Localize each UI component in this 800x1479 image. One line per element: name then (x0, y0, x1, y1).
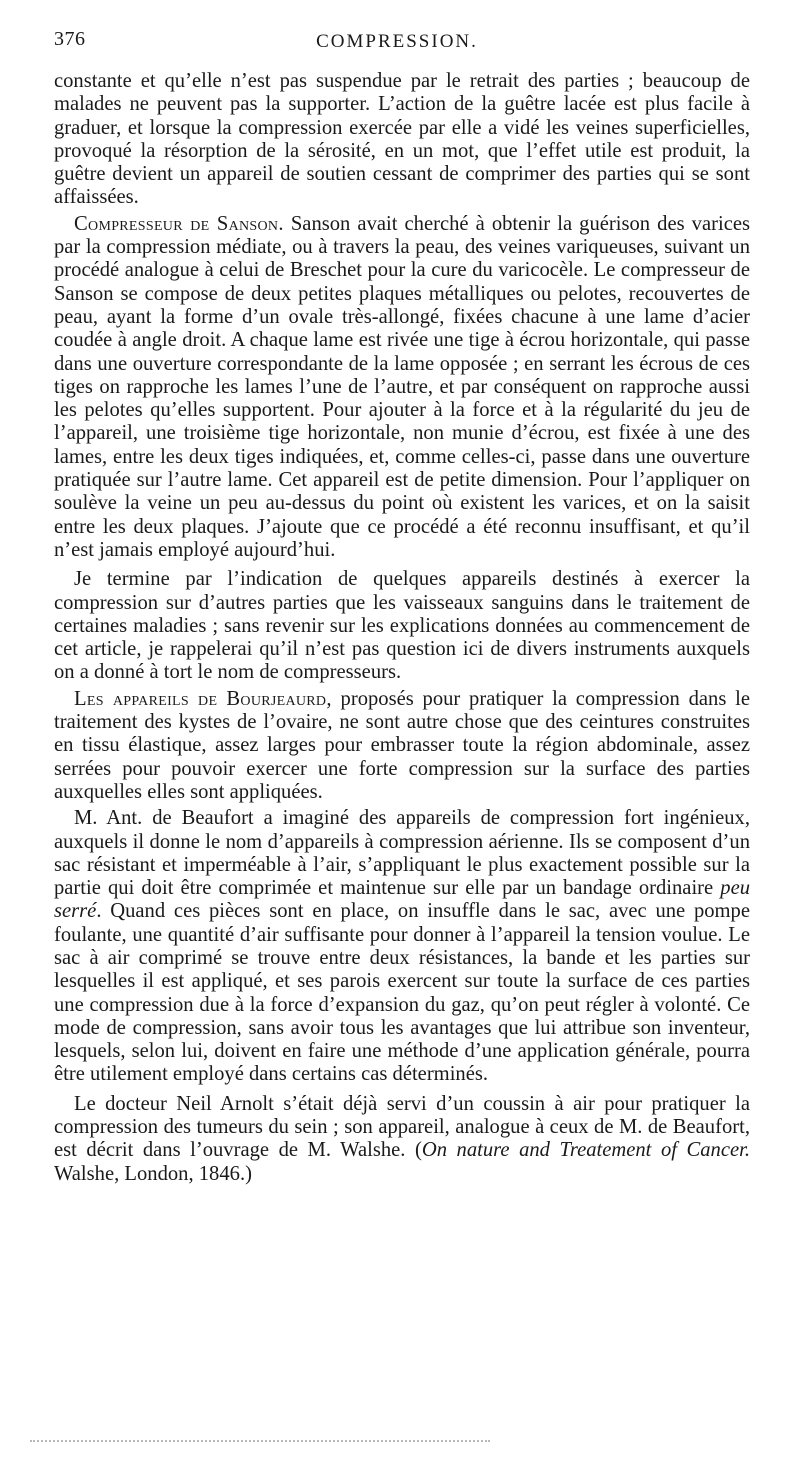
italic-phrase: peu serré (54, 877, 750, 923)
paragraph-text: proposés pour pratiquer la compression dans le traitement des kystes de l’ovaire, ne sont autre chose que des ceintures construites en tissu élastique, assez larges pour embrasser toute la région abdominale, assez serrées pour pouvoir exercer une forte compression sur la surface des parties auxquelles elles sont appliquées. (54, 687, 750, 803)
paragraph-text: M. Ant. de Beaufort a imaginé des appareils de compression fort ingénieux, auxquels il donne le nom d’appareils à compression aérienne. Ils se composent d’un sac résistant et imperméable à l’air, s’appliquant le plus exactement possible sur la partie qui doit être comprimée et maintenue sur elle par un bandage ordinaire (54, 807, 750, 900)
section-lead-appareils-bourjeaurd: Les appareils de Bourjeaurd, (74, 687, 332, 710)
paragraph-autres-appareils (54, 568, 750, 684)
section-lead-compresseur-sanson: Compresseur de Sanson. (74, 212, 284, 235)
running-title: COMPRESSION. (316, 31, 478, 52)
page-number: 376 (54, 28, 86, 50)
paragraph-text: Je termine par l’indication de quelques appareils destinés à exercer la compression sur d’autres parties que les vaisseaux sanguins dans le traitement de certaines maladies ; sans revenir sur les explications données au commencement de cet article, je rappelerai qu’il n’est pas question ici de divers instruments auxquels on a donné à tort le nom de compresseurs. (54, 568, 750, 684)
paragraph-text: constante et qu’elle n’est pas suspendue par le retrait des parties ; beaucoup de malades ne peuvent pas la supporter. L’action de la guêtre lacée est plus facile à graduer, et lorsque la compression exercée par elle a vidé les veines superficielles, provoqué la résorption de la sérosité, en un mot, que l’effet utile est produit, la guêtre devient un appareil de soutien cessant de comprimer des parties qui se sont affaissées. (54, 70, 750, 209)
paragraph-guetre-continuation (54, 70, 750, 210)
paragraph-compresseur-sanson (54, 213, 750, 562)
page-header (54, 28, 740, 58)
body-text (54, 70, 750, 1189)
paragraph-neil-arnolt (54, 1093, 750, 1186)
book-title: On nature and Treatement of Cancer. (421, 1139, 750, 1162)
paragraph-text: Walshe, London, 1846.) (54, 1162, 252, 1185)
paragraph-appareils-bourjeaurd (54, 688, 750, 804)
paragraph-text: Le docteur Neil Arnolt s’était déjà servi d’un coussin à air pour pratiquer la compression des tumeurs du sein ; son appareil, analogue à ceux de M. de Beaufort, est décrit dans l’ouvrage de M. Walshe. ( (54, 1092, 750, 1162)
paragraph-text: Sanson avait cherché à obtenir la guérison des varices par la compression médiate, ou à travers la peau, des veines variqueuses, suivant un procédé analogue à celui de Breschet pour la cure du varicocèle. Le compresseur de Sanson se compose de deux petites plaques métalliques ou pelotes, recouvertes de peau, ayant la forme d’un ovale très-allongé, fixées chacune à une lame d’acier coudée à angle droit. A chaque lame est rivée une tige à écrou horizontale, qui passe dans une ouverture correspondante de la lame opposée ; en serrant les écrous de ces tiges on rapproche les lames l’une de l’autre, et par conséquent on rapproche aussi les pelotes qu’elles supportent. Pour ajouter à la force et à la régularité du jeu de l’appareil, une troisième tige horizontale, non munie d’écrou, est fixée à une des lames, entre les deux tiges indiquées, et, comme celles-ci, passe dans une ouverture pratiquée sur l’autre lame. Cet appareil est de petite dimension. Pour l’appliquer on soulève la veine un peu au-dessus du point où existent les varices, et on la saisit entre les deux plaques. J’ajoute que ce procédé a été reconnu insuffisant, et qu’il n’est jamais employé aujourd’hui. (54, 212, 750, 561)
footer-scan-rule (30, 1440, 490, 1442)
paragraph-beaufort (54, 807, 750, 1087)
paragraph-text: . Quand ces pièces sont en place, on insuffle dans le sac, avec une pompe foulante, une quantité d’air suffisante pour donner à l’appareil la tension voulue. Le sac à air comprimé se trouve entre deux résistances, la bande et les parties sur lesquelles il est appliqué, et ses parois exercent sur toute la surface de ces parties une compression due à la force d’expansion du gaz, qu’on peut régler à volonté. Ce mode de compression, sans avoir tous les avantages que lui attribue son inventeur, lesquels, selon lui, doivent en faire une méthode d’une application générale, pourra être utilement employé dans certains cas déterminés. (54, 900, 750, 1086)
